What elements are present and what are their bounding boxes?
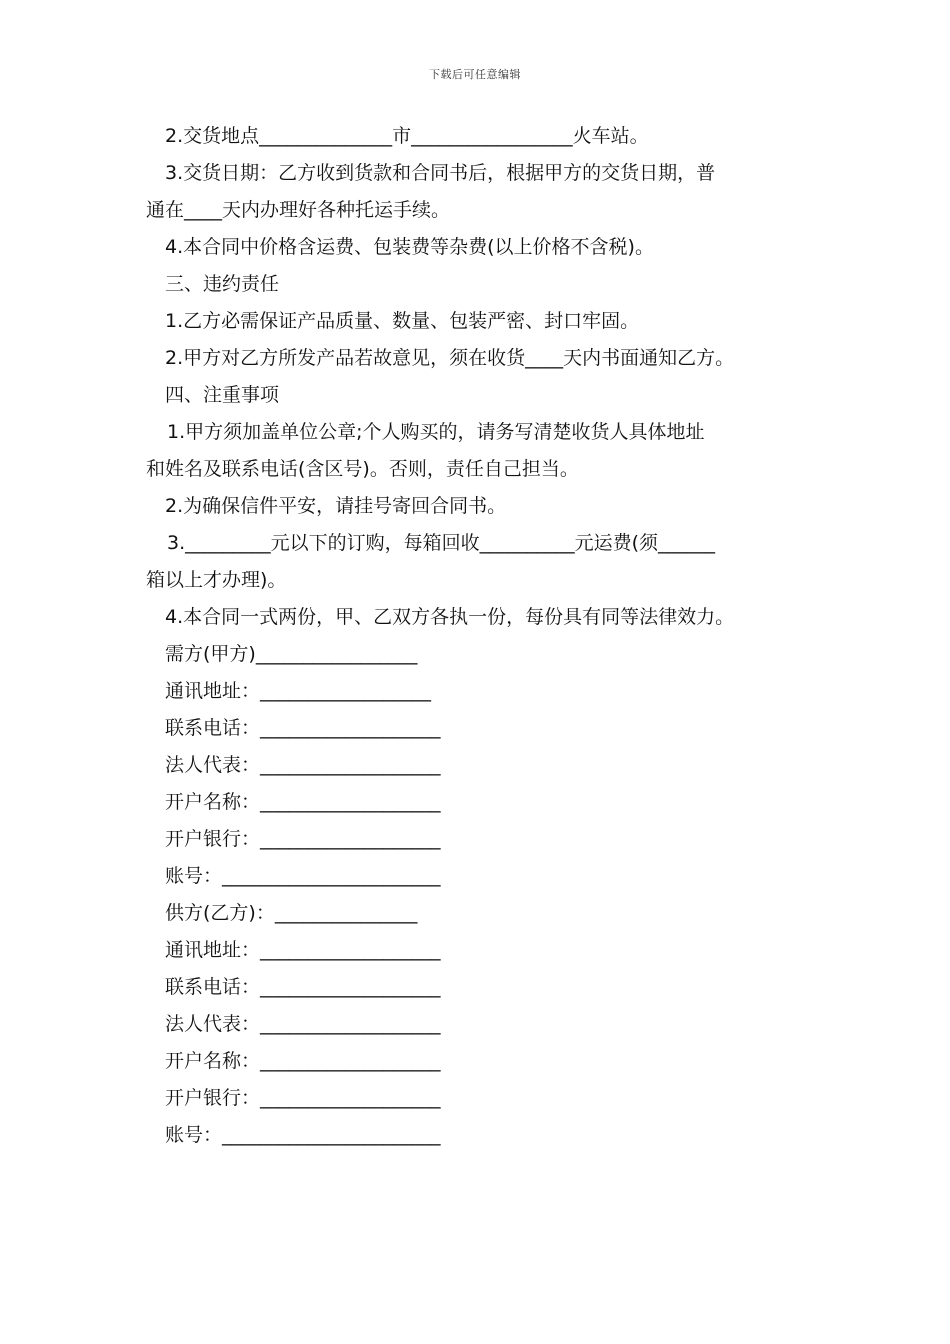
notice-item-3-continuation: 箱以上才办理)。: [146, 569, 287, 591]
buyer-legal-rep-field: 法人代表：___________________: [165, 754, 441, 776]
delivery-place-line: 2.交货地点______________市_________________火车站。: [165, 125, 649, 147]
notice-item-1-continuation: 和姓名及联系电话(含区号)。否则，责任自己担当。: [146, 458, 579, 480]
price-note-line: 4.本合同中价格含运费、包装费等杂费(以上价格不含税)。: [165, 236, 654, 258]
delivery-date-line: 3.交货日期：乙方收到货款和合同书后，根据甲方的交货日期，普: [165, 162, 716, 184]
seller-account-name-field: 开户名称：___________________: [165, 1050, 441, 1072]
section-4-title: 四、注重事项: [165, 384, 280, 406]
delivery-date-continuation: 通在____天内办理好各种托运手续。: [146, 199, 451, 221]
seller-address-field: 通讯地址：___________________: [165, 939, 441, 961]
liability-item-2: 2.甲方对乙方所发产品若故意见，须在收货____天内书面通知乙方。: [165, 347, 735, 369]
seller-signature-block: [146, 895, 826, 1154]
seller-account-no-field: 账号：_______________________: [165, 1124, 441, 1146]
notice-item-3: 3._________元以下的订购，每箱回收__________元运费(须______: [167, 532, 716, 554]
buyer-account-name-field: 开户名称：___________________: [165, 791, 441, 813]
seller-bank-field: 开户银行：___________________: [165, 1087, 441, 1109]
section-3-title: 三、违约责任: [165, 273, 280, 295]
buyer-address-field: 通讯地址：__________________: [165, 680, 432, 702]
seller-legal-rep-field: 法人代表：___________________: [165, 1013, 441, 1035]
buyer-signature-block: [146, 636, 826, 895]
seller-phone-field: 联系电话：___________________: [165, 976, 441, 998]
page-header-note: 下载后可任意编辑: [429, 68, 521, 81]
buyer-party-field: 需方(甲方)_________________: [165, 643, 418, 665]
notice-item-2: 2.为确保信件平安，请挂号寄回合同书。: [165, 495, 507, 517]
liability-item-1: 1.乙方必需保证产品质量、数量、包装严密、封口牢固。: [165, 310, 640, 332]
seller-party-field: 供方(乙方)：_______________: [165, 902, 418, 924]
notice-item-1: 1.甲方须加盖单位公章;个人购买的，请务写清楚收货人具体地址: [167, 421, 705, 443]
buyer-account-no-field: 账号：_______________________: [165, 865, 441, 887]
notice-item-4: 4.本合同一式两份，甲、乙双方各执一份，每份具有同等法律效力。: [165, 606, 735, 628]
buyer-phone-field: 联系电话：___________________: [165, 717, 441, 739]
buyer-bank-field: 开户银行：___________________: [165, 828, 441, 850]
contract-body: [146, 118, 826, 1154]
